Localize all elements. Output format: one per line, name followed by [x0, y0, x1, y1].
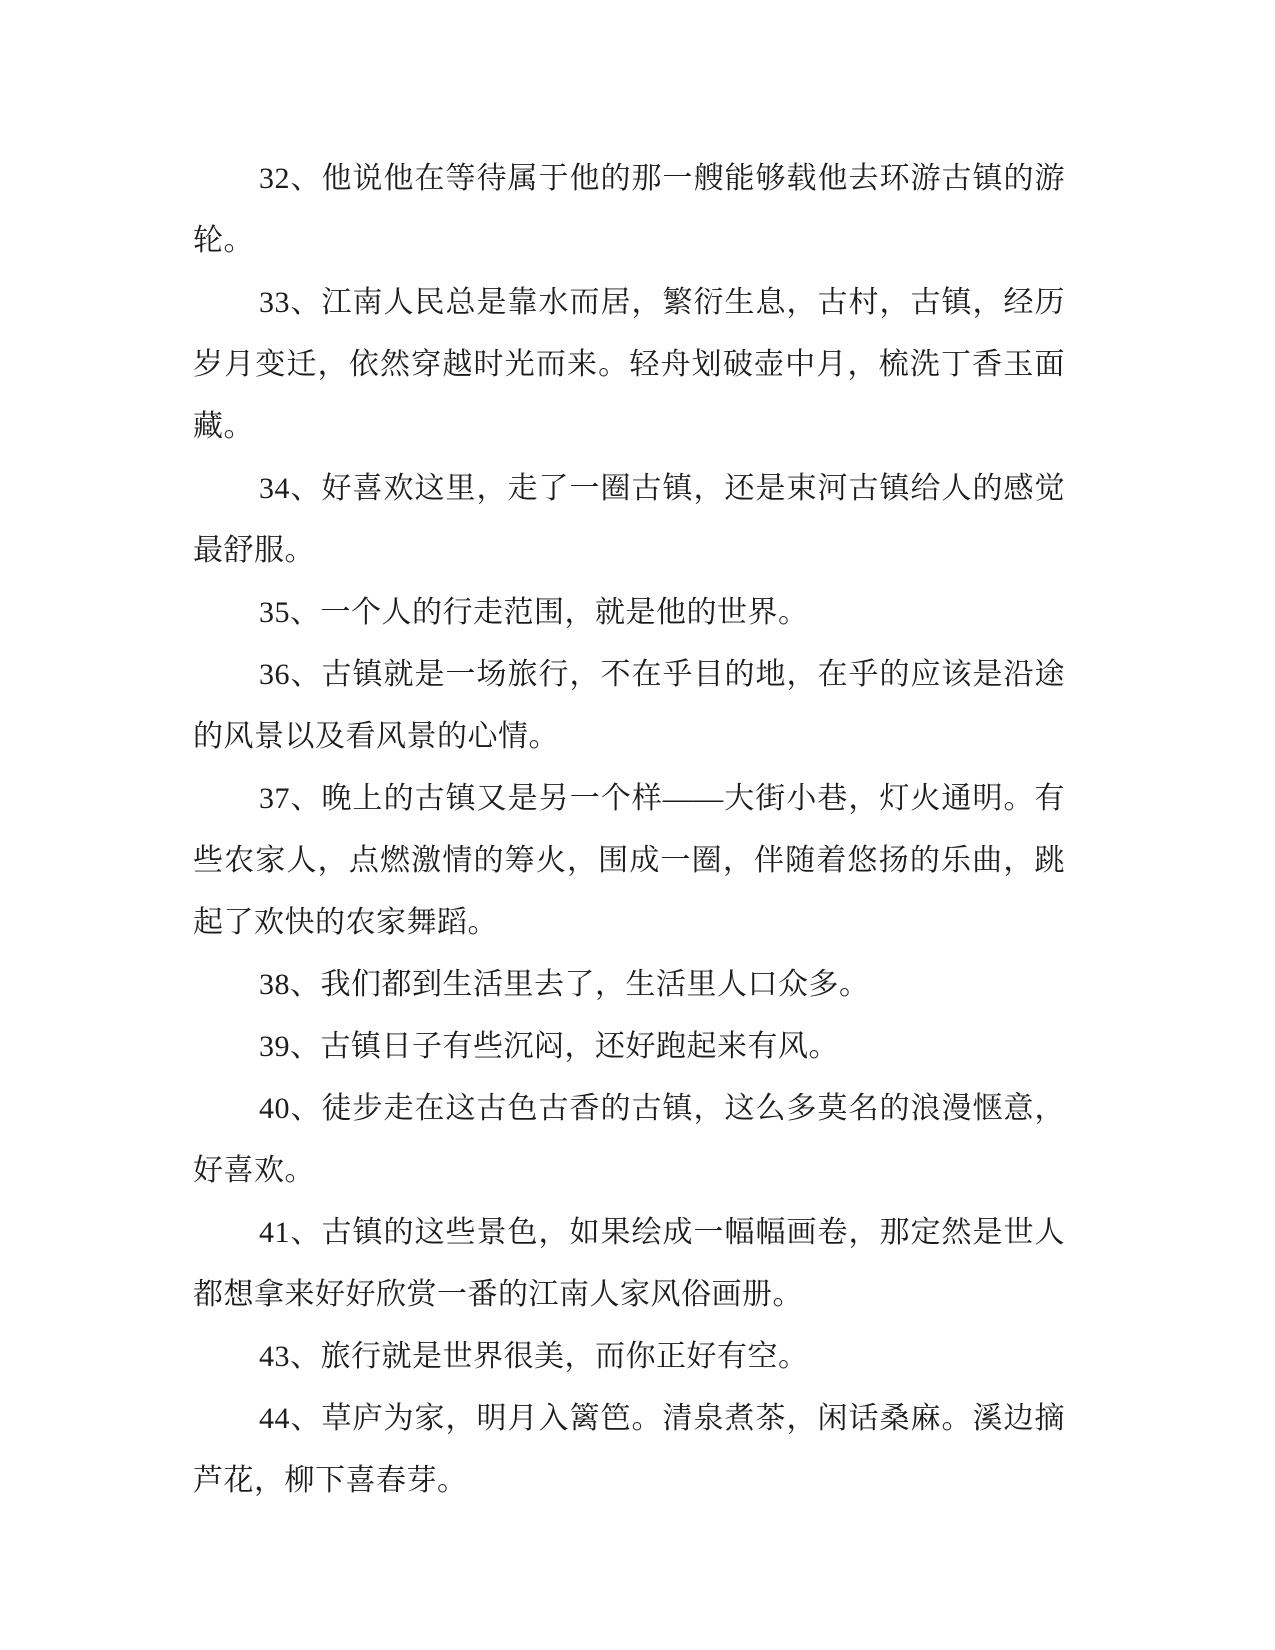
paragraph-item-32: 32、他说他在等待属于他的那一艘能够载他去环游古镇的游轮。: [193, 162, 1065, 257]
paragraph-item-37: 37、晚上的古镇又是另一个样——大街小巷，灯火通明。有些农家人，点燃激情的筹火，围成一圈，伴随着悠扬的乐曲，跳起了欢快的农家舞蹈。: [193, 782, 1065, 939]
paragraph-item-41: 41、古镇的这些景色，如果绘成一幅幅画卷，那定然是世人都想拿来好好欣赏一番的江南人家风俗画册。: [193, 1216, 1065, 1311]
paragraph-item-40: 40、徒步走在这古色古香的古镇，这么多莫名的浪漫惬意，好喜欢。: [193, 1092, 1065, 1187]
paragraph-item-43: 43、旅行就是世界很美，而你正好有空。: [259, 1340, 809, 1373]
paragraph-item-38: 38、我们都到生活里去了，生活里人口众多。: [259, 968, 870, 1001]
paragraph-item-44: 44、草庐为家，明月入篱笆。清泉煮茶，闲话桑麻。溪边摘芦花，柳下喜春芽。: [193, 1402, 1065, 1497]
document-body: [193, 148, 1065, 1512]
paragraph-item-35: 35、一个人的行走范围，就是他的世界。: [259, 596, 809, 629]
paragraph-item-36: 36、古镇就是一场旅行，不在乎目的地，在乎的应该是沿途的风景以及看风景的心情。: [193, 658, 1065, 753]
paragraph-item-34: 34、好喜欢这里，走了一圈古镇，还是束河古镇给人的感觉最舒服。: [193, 472, 1065, 567]
paragraph-item-33: 33、江南人民总是靠水而居，繁衍生息，古村，古镇，经历岁月变迁，依然穿越时光而来。轻舟划破壶中月，梳洗丁香玉面藏。: [193, 286, 1065, 443]
paragraph-item-39: 39、古镇日子有些沉闷，还好跑起来有风。: [259, 1030, 839, 1063]
